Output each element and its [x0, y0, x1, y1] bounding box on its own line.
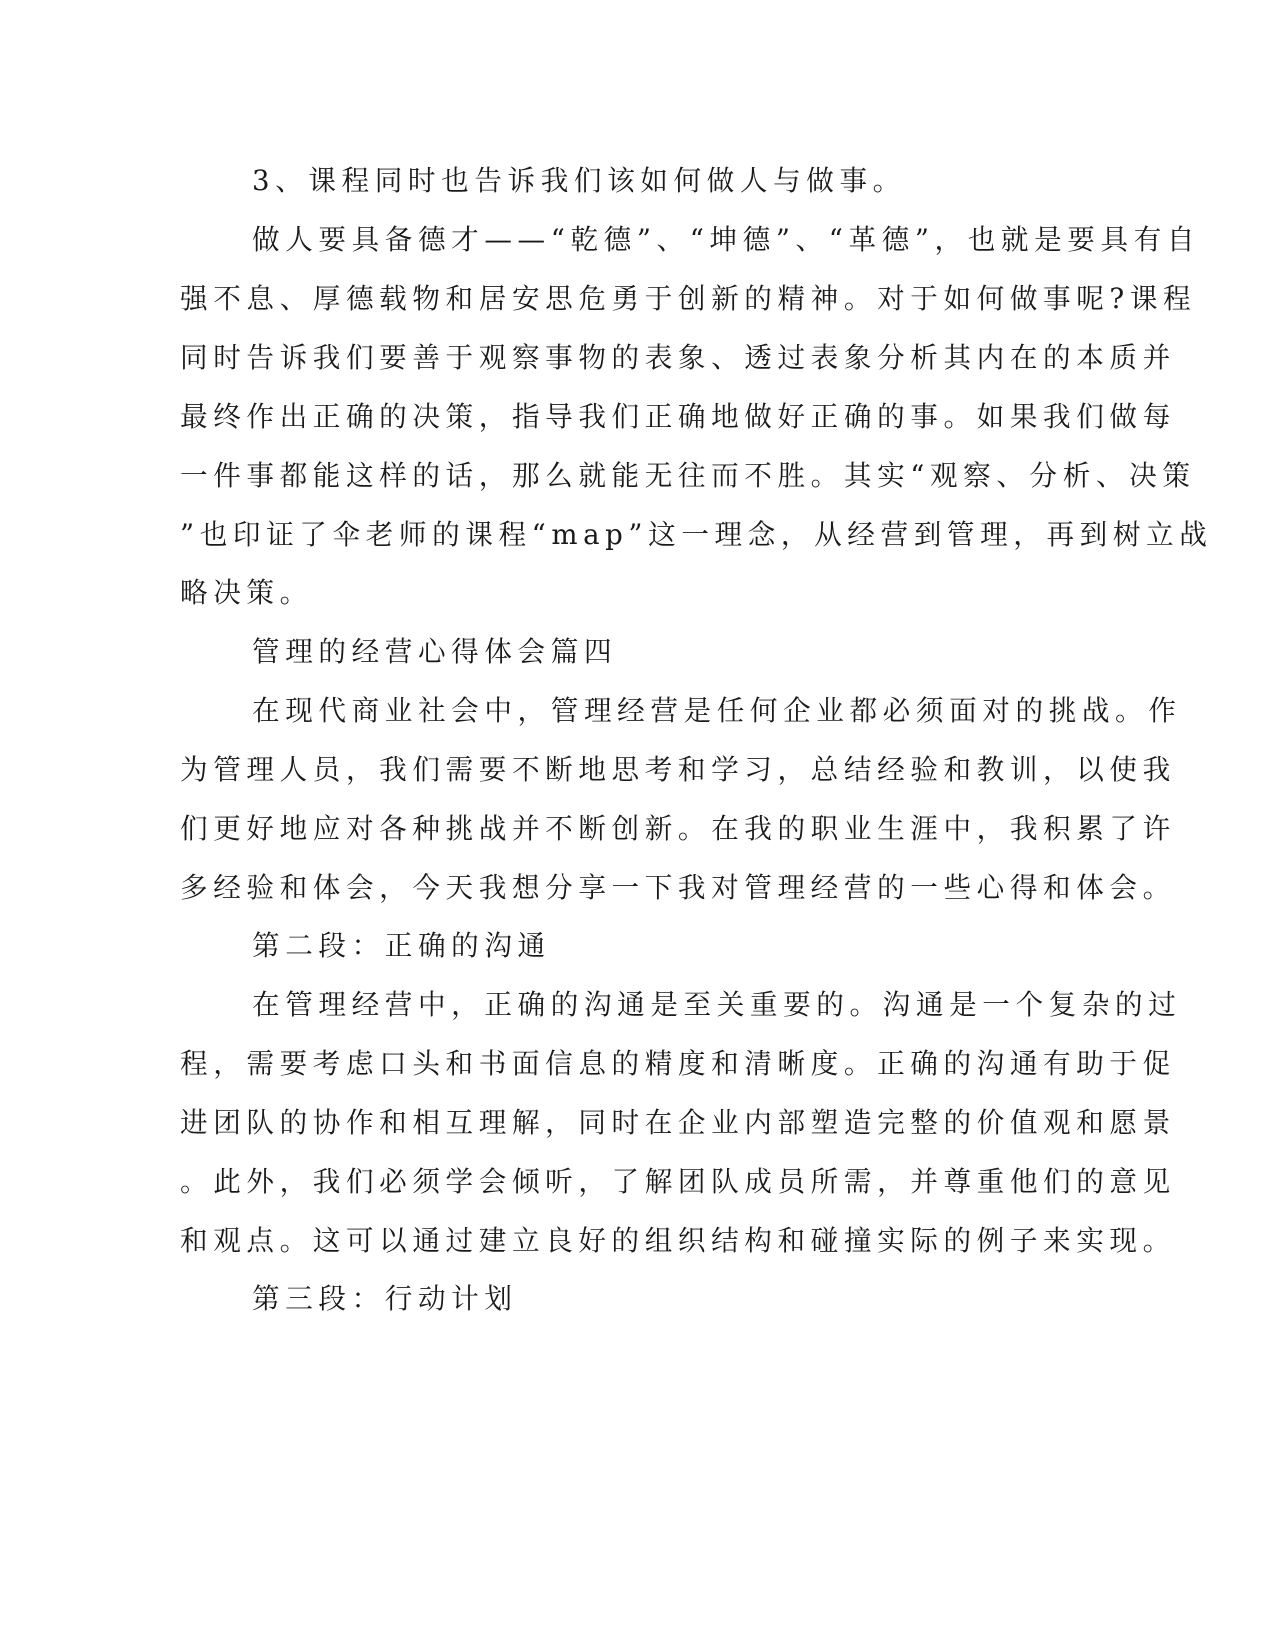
- paragraph-line: 们更好地应对各种挑战并不断创新。在我的职业生涯中，我积累了许: [180, 812, 1176, 845]
- section-heading: 第二段：正确的沟通: [252, 929, 551, 962]
- paragraph-line: 一件事都能这样的话，那么就能无往而不胜。其实“观察、分析、决策: [180, 459, 1196, 492]
- paragraph-line: 。此外，我们必须学会倾听，了解团队成员所需，并尊重他们的意见: [180, 1165, 1176, 1198]
- paragraph-line: 进团队的协作和相互理解，同时在企业内部塑造完整的价值观和愿景: [180, 1106, 1176, 1139]
- paragraph-line: ”也印证了伞老师的课程“map”这一理念，从经营到管理，再到树立战: [180, 518, 1213, 551]
- paragraph-line: 强不息、厚德载物和居安思危勇于创新的精神。对于如何做事呢?课程: [180, 282, 1197, 315]
- section-heading: 管理的经营心得体会篇四: [252, 635, 618, 668]
- paragraph-line: 同时告诉我们要善于观察事物的表象、透过表象分析其内在的本质并: [180, 341, 1176, 374]
- section-heading: 第三段：行动计划: [252, 1282, 518, 1315]
- paragraph-line: 多经验和体会，今天我想分享一下我对管理经营的一些心得和体会。: [180, 871, 1176, 904]
- paragraph-line: 做人要具备德才——“乾德”、“坤德”、“革德”，也就是要具有自: [252, 223, 1201, 256]
- paragraph-line: 在现代商业社会中，管理经营是任何企业都必须面对的挑战。作: [252, 694, 1182, 727]
- paragraph-line: 程，需要考虑口头和书面信息的精度和清晰度。正确的沟通有助于促: [180, 1047, 1176, 1080]
- paragraph-line: 略决策。: [180, 576, 313, 609]
- paragraph-line: 为管理人员，我们需要不断地思考和学习，总结经验和教训，以使我: [180, 753, 1176, 786]
- paragraph-line: 在管理经营中，正确的沟通是至关重要的。沟通是一个复杂的过: [252, 988, 1182, 1021]
- paragraph-line: 最终作出正确的决策，指导我们正确地做好正确的事。如果我们做每: [180, 400, 1176, 433]
- paragraph-line: 3、课程同时也告诉我们该如何做人与做事。: [252, 164, 906, 197]
- paragraph-line: 和观点。这可以通过建立良好的组织结构和碰撞实际的例子来实现。: [180, 1224, 1176, 1257]
